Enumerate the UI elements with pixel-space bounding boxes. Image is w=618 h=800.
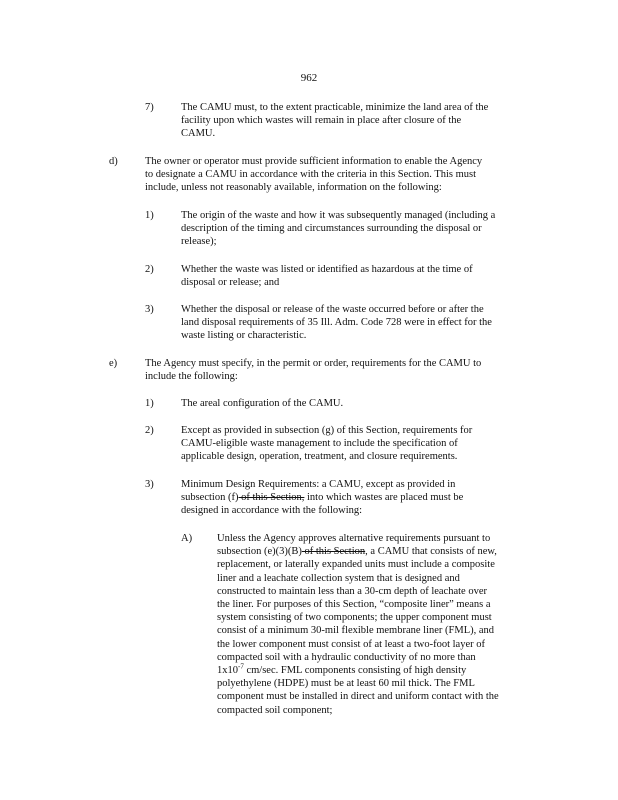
struck-text: of this Section: [301, 546, 366, 558]
line: component must be installed in direct and uniform contact with the: [217, 691, 499, 703]
item-text-e3: [181, 478, 501, 518]
item-label-e: e): [109, 358, 118, 369]
item-text-d3: [181, 303, 535, 343]
line: Unless the Agency approves alternative requirements pursuant to: [217, 533, 491, 544]
page-number: 962: [300, 72, 318, 84]
line: liner and a leachate collection system that is designed and: [217, 572, 460, 584]
item-label-e3a: A): [181, 533, 193, 544]
line: The owner or operator must provide sufficient information to enable the Agency: [145, 156, 483, 167]
item-label-d2: 2): [145, 264, 154, 275]
line: compacted soil component;: [217, 704, 333, 716]
line: Whether the waste was listed or identified as hazardous at the time of: [181, 264, 473, 275]
item-label-d3: 3): [145, 304, 154, 315]
line: [181, 491, 501, 504]
text-run: subsection (e)(3)(B): [217, 546, 302, 558]
line: release);: [181, 236, 217, 248]
item-text-7: [181, 101, 533, 141]
line: description of the timing and circumstances surrounding the disposal or: [181, 223, 482, 235]
line: The origin of the waste and how it was subsequently managed (including a: [181, 210, 496, 221]
item-label-e1: 1): [145, 398, 154, 409]
item-text-d1: [181, 209, 541, 249]
line: Minimum Design Requirements: a CAMU, except as provided in: [181, 479, 456, 490]
line: the lower component must consist of at least a two-foot layer of: [217, 638, 485, 650]
line: [217, 545, 539, 558]
line: waste listing or characteristic.: [181, 330, 307, 342]
text-run: subsection (f): [181, 492, 239, 504]
item-text-d2: [181, 263, 517, 289]
line: the liner. For purposes of this Section, “composite liner” means a: [217, 599, 491, 611]
line: Except as provided in subsection (g) of this Section, requirements for: [181, 425, 473, 436]
text-run: 1x10: [217, 665, 238, 677]
item-text-e2: [181, 424, 511, 464]
item-label-e2: 2): [145, 425, 154, 436]
item-text-e1: [181, 397, 381, 410]
text-run: , a CAMU that consists of new,: [365, 546, 497, 558]
line: land disposal requirements of 35 Ill. Adm. Code 728 were in effect for the: [181, 317, 492, 329]
line: disposal or release; and: [181, 277, 280, 289]
text-run: cm/sec. FML components consisting of high density: [243, 665, 467, 677]
item-label-d1: 1): [145, 210, 154, 221]
line: The CAMU must, to the extent practicable, minimize the land area of the: [181, 102, 489, 113]
line: include, unless not reasonably available, information on the following:: [145, 182, 442, 194]
line: Whether the disposal or release of the waste occurred before or after the: [181, 304, 484, 315]
item-text-e3a: [217, 532, 539, 717]
line: facility upon which wastes will remain in place after closure of the: [181, 115, 462, 127]
struck-text: of this Section,: [238, 492, 305, 504]
line: The areal configuration of the CAMU.: [181, 398, 344, 409]
line: constructed to maintain less than a 30-cm depth of leachate over: [217, 585, 487, 597]
item-label-e3: 3): [145, 479, 154, 490]
line: CAMU.: [181, 128, 216, 140]
line: consist of a minimum 30-mil flexible membrane liner (FML), and: [217, 625, 495, 637]
text-run: into which wastes are placed must be: [304, 492, 464, 504]
line: system consisting of two components; the upper component must: [217, 612, 492, 624]
line: include the following:: [145, 371, 238, 383]
line: designed in accordance with the following:: [181, 505, 363, 517]
item-label-7: 7): [145, 102, 154, 113]
line: polyethylene (HDPE) must be at least 60 mil thick. The FML: [217, 678, 475, 690]
exponent: -7: [238, 662, 244, 671]
line: to designate a CAMU in accordance with the criteria in this Section. This must: [145, 169, 477, 181]
item-label-d: d): [109, 156, 118, 167]
line: The Agency must specify, in the permit or order, requirements for the CAMU to: [145, 358, 482, 369]
line: [217, 664, 539, 677]
line: compacted soil with a hydraulic conductivity of no more than: [217, 651, 476, 663]
line: applicable design, operation, treatment, and closure requirements.: [181, 451, 458, 463]
line: CAMU-eligible waste management to include the specification of: [181, 438, 458, 450]
line: replacement, or laterally expanded units must include a composite: [217, 559, 495, 571]
item-text-e: [145, 357, 531, 383]
item-text-d: [145, 155, 529, 195]
